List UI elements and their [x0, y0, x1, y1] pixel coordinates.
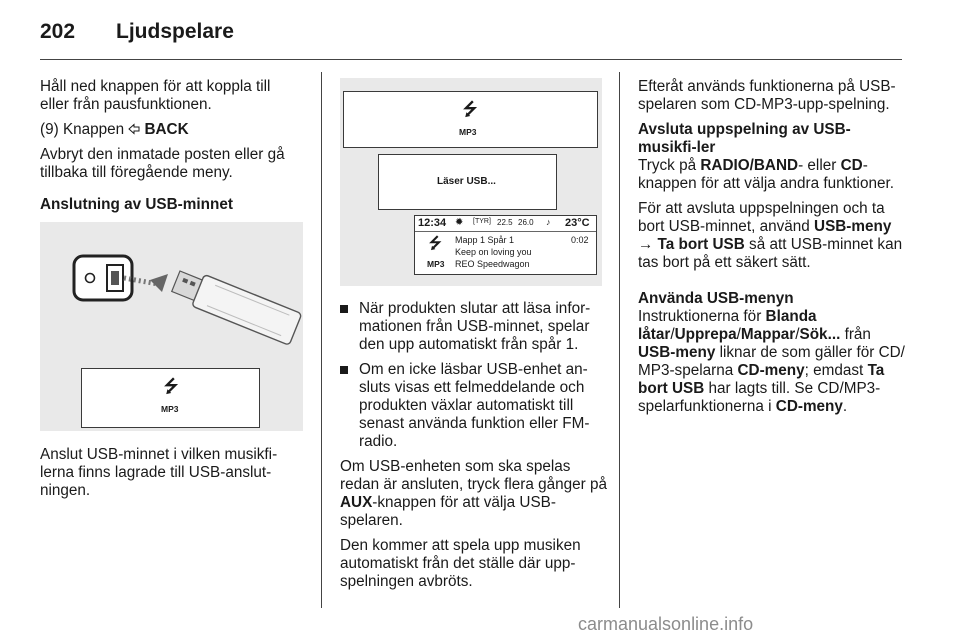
frequency-1: 22.5: [497, 218, 513, 227]
section-heading: Anslutning av USB-minnet: [40, 196, 233, 213]
screen-usb-mp3: [343, 91, 598, 148]
track-time: 0:02: [571, 235, 589, 245]
column-divider: [619, 72, 620, 608]
column-3: [638, 78, 906, 423]
track-artist: REO Speedwagon: [455, 259, 530, 269]
usb-connection-figure: [40, 222, 303, 431]
text: har lagts till. Se CD/MP3-spelarfunktionerna i: [638, 380, 881, 415]
text: liknar de som gäller för CD/ MP3-spelarna: [638, 344, 905, 379]
paragraph: [340, 458, 608, 530]
cd-menu-label: CD-meny: [737, 362, 805, 379]
separator: /: [795, 326, 800, 343]
column-1-bottom: [40, 446, 303, 507]
page-header: [40, 20, 234, 44]
text: så att USB-minnet kan tas bort på ett säkert sätt.: [638, 236, 903, 271]
track-title: Keep on loving you: [455, 247, 532, 257]
paragraph: [638, 308, 906, 416]
usb-icon: ⭍: [164, 377, 179, 396]
text: Om USB-enheten som ska spelas redan är ansluten, tryck flera gånger på: [340, 458, 608, 493]
text: -knappen för att välja USB-spelaren.: [340, 494, 556, 529]
sun-icon: ✹: [455, 217, 464, 228]
radio-band-label: RADIO/BAND: [700, 157, 799, 174]
mp3-label: MP3: [459, 127, 477, 137]
reading-usb-text: Läser USB...: [437, 176, 496, 187]
text: Tryck på: [638, 157, 701, 174]
bullet-list: [340, 300, 608, 451]
text: -knappen för att välja andra funktioner.: [638, 157, 894, 192]
page-title: Ljudspelare: [116, 20, 234, 43]
text: - eller: [798, 157, 841, 174]
status-bar: [415, 216, 596, 232]
bullet-square: [340, 366, 348, 374]
usb-stick-illustration: [40, 222, 303, 352]
text: För att avsluta uppspelningen och ta bort USB-minnet, använd: [638, 200, 885, 235]
paragraph: Den kommer att spela upp musiken automatiskt från det ställe där upp-spelningen avbröts.: [340, 537, 581, 590]
section-heading: Avsluta uppspelning av USB-musikfi-ler: [638, 121, 851, 156]
arrow: →: [638, 236, 658, 253]
list-item-text: Om en icke läsbar USB-enhet an-sluts visas ett felmeddelande och produkten växlar automatiskt till senast använda funktion eller FM-radio.: [359, 361, 590, 450]
paragraph: Efteråt används funktionerna på USB-spelaren som CD-MP3-upp-spelning.: [638, 78, 896, 113]
remove-usb-label: Ta bort USB: [638, 362, 885, 397]
repeat-label: Upprepa: [674, 326, 737, 343]
paragraph: Håll ned knappen för att koppla till eller från pausfunktionen.: [40, 78, 271, 113]
section-heading: Använda USB-menyn: [638, 290, 794, 307]
column-divider: [321, 72, 322, 608]
usb-screens-figure: [340, 78, 602, 286]
screen-reading-usb: [378, 154, 557, 210]
page-number: 202: [40, 20, 76, 43]
paragraph: Avbryt den inmatade posten eller gå tillbaka till föregående meny.: [40, 146, 285, 181]
column-2: [340, 300, 608, 598]
bullet-square: [340, 305, 348, 313]
list-item-text: När produkten slutar att läsa infor-mationen från USB-minnet, spelar den upp automatiskt från spår 1.: [359, 300, 591, 353]
back-arrow-icon: [128, 123, 140, 135]
search-label: Sök...: [799, 326, 841, 343]
separator: /: [736, 326, 741, 343]
text: från: [840, 326, 871, 343]
volume-icon: ♪: [546, 217, 551, 227]
text: .: [842, 398, 848, 415]
paragraph-back-button: [40, 121, 303, 139]
text: ; emdast: [804, 362, 868, 379]
text: Instruktionerna för: [638, 308, 766, 325]
usb-menu-label: USB-meny: [638, 344, 716, 361]
aux-label: AUX: [340, 494, 373, 511]
screen-now-playing: [414, 215, 597, 275]
clock: 12:34: [418, 217, 447, 229]
temperature: 23°C: [565, 217, 590, 229]
cd-label: CD: [840, 157, 863, 174]
separator: /: [670, 326, 675, 343]
watermark: carmanualsonline.info: [578, 614, 754, 634]
usb-display-screen: [81, 368, 260, 428]
remove-usb-label: Ta bort USB: [657, 236, 745, 253]
cd-menu-label: CD-meny: [775, 398, 843, 415]
column-1: [40, 78, 303, 214]
usb-icon: ⭍: [463, 100, 478, 119]
mp3-label: MP3: [161, 404, 179, 414]
list-item: [340, 361, 608, 451]
paragraph: [638, 157, 906, 193]
tyr-indicator: [TYR]: [473, 218, 491, 225]
list-item: [340, 300, 608, 354]
folders-label: Mappar: [740, 326, 796, 343]
paragraph: [638, 200, 906, 272]
frequency-2: 26.0: [518, 218, 534, 227]
usb-menu-label: USB-meny: [814, 218, 892, 235]
header-rule: [40, 59, 902, 60]
track-folder: Mapp 1 Spår 1: [455, 235, 515, 245]
back-label: BACK: [144, 121, 189, 138]
shuffle-label: Blanda låtar: [638, 308, 817, 343]
text: (9) Knappen: [40, 121, 129, 138]
mp3-label: MP3: [427, 259, 445, 269]
paragraph: Anslut USB-minnet i vilken musikfi-lerna finns lagrade till USB-anslut-ningen.: [40, 446, 278, 499]
usb-icon: ⭍: [429, 235, 442, 252]
